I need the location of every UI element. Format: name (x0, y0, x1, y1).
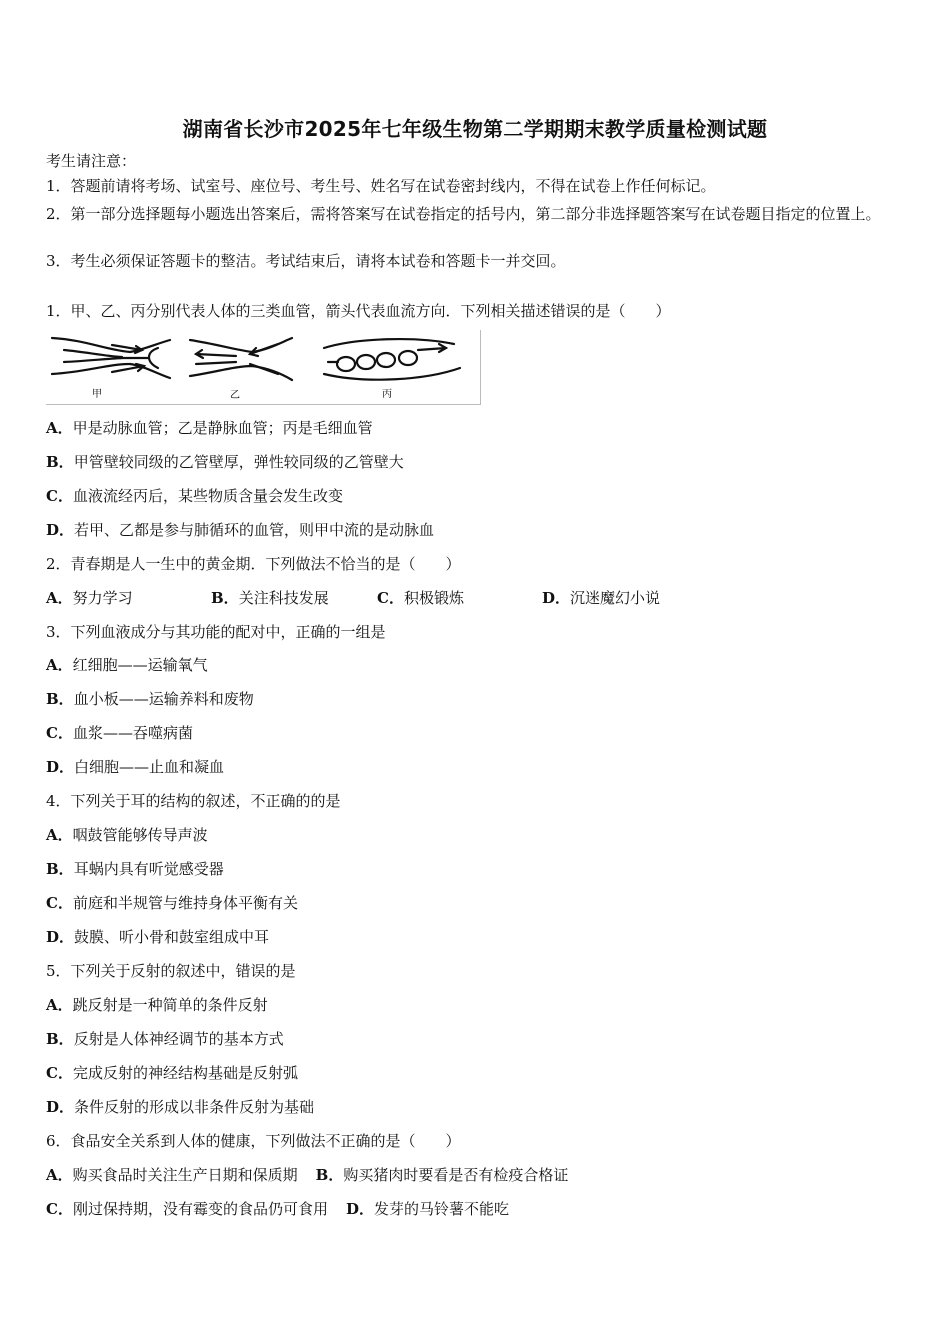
question-6-stem: 6．食品安全关系到人体的健康，下列做法不正确的是（ ） (46, 1132, 461, 1150)
question-1-option-a: A．甲是动脉血管；乙是静脉血管；丙是毛细血管 (46, 419, 373, 437)
question-1-option-c: C．血液流经丙后，某些物质含量会发生改变 (46, 487, 343, 505)
question-5-stem: 5．下列关于反射的叙述中，错误的是 (46, 962, 296, 980)
question-2-option-b: B．关注科技发展 (211, 589, 329, 607)
question-1-option-d: D．若甲、乙都是参与肺循环的血管，则甲中流的是动脉血 (46, 521, 435, 539)
figure-label-jia: 甲 (92, 389, 102, 400)
question-6-options-row-2: C．刚过保持期，没有霉变的食品仍可食用 D．发芽的马铃薯不能吃 (46, 1200, 509, 1218)
artery-drawing (52, 338, 170, 378)
question-4-option-b: B．耳蜗内具有听觉感受器 (46, 860, 224, 878)
question-4-stem: 4．下列关于耳的结构的叙述，不正确的的是 (46, 792, 341, 810)
blood-vessel-figure (46, 330, 481, 405)
question-3-option-a: A．红细胞——运输氧气 (46, 656, 208, 674)
question-5-option-c: C．完成反射的神经结构基础是反射弧 (46, 1064, 298, 1082)
question-3-option-b: B．血小板——运输养料和废物 (46, 690, 254, 708)
notice-item-3: 3．考生必须保证答题卡的整洁。考试结束后，请将本试卷和答题卡一并交回。 (46, 252, 566, 270)
question-1-option-b: B．甲管壁较同级的乙管壁厚，弹性较同级的乙管壁大 (46, 453, 404, 471)
question-5-option-d: D．条件反射的形成以非条件反射为基础 (46, 1098, 315, 1116)
question-2-stem: 2．青春期是人一生中的黄金期．下列做法不恰当的是（ ） (46, 555, 461, 573)
notice-heading: 考生请注意： (46, 152, 137, 170)
question-3-option-d: D．白细胞——止血和凝血 (46, 758, 225, 776)
capillary-drawing (324, 339, 460, 380)
question-3-option-c: C．血浆——吞噬病菌 (46, 724, 193, 742)
question-1-stem: 1．甲、乙、丙分别代表人体的三类血管，箭头代表血流方向．下列相关描述错误的是（ ） (46, 302, 671, 320)
notice-item-1: 1．答题前请将考场、试室号、座位号、考生号、姓名写在试卷密封线内，不得在试卷上作任何标记。 (46, 177, 716, 195)
question-2-option-c: C．积极锻炼 (377, 589, 464, 607)
exam-title: 湖南省长沙市2025年七年级生物第二学期期末教学质量检测试题 (182, 117, 768, 141)
question-4-option-c: C．前庭和半规管与维持身体平衡有关 (46, 894, 298, 912)
question-6-options-row-1: A．购买食品时关注生产日期和保质期 B．购买猪肉时要看是否有检疫合格证 (46, 1166, 569, 1184)
vein-drawing (190, 338, 292, 380)
question-4-option-d: D．鼓膜、听小骨和鼓室组成中耳 (46, 928, 270, 946)
question-5-option-b: B．反射是人体神经调节的基本方式 (46, 1030, 284, 1048)
question-3-stem: 3．下列血液成分与其功能的配对中，正确的一组是 (46, 623, 386, 641)
blood-vessel-diagram (46, 330, 480, 404)
question-4-option-a: A．咽鼓管能够传导声波 (46, 826, 208, 844)
question-5-option-a: A．跳反射是一种简单的条件反射 (46, 996, 268, 1014)
question-2-option-d: D．沉迷魔幻小说 (542, 589, 661, 607)
notice-item-2: 2．第一部分选择题每小题选出答案后，需将答案写在试卷指定的括号内，第二部分非选择题答案写在试卷题目指定的位置上。 (46, 205, 881, 223)
figure-label-yi: 乙 (230, 390, 240, 401)
question-2-option-a: A．努力学习 (46, 589, 133, 607)
figure-label-bing: 丙 (382, 389, 392, 400)
